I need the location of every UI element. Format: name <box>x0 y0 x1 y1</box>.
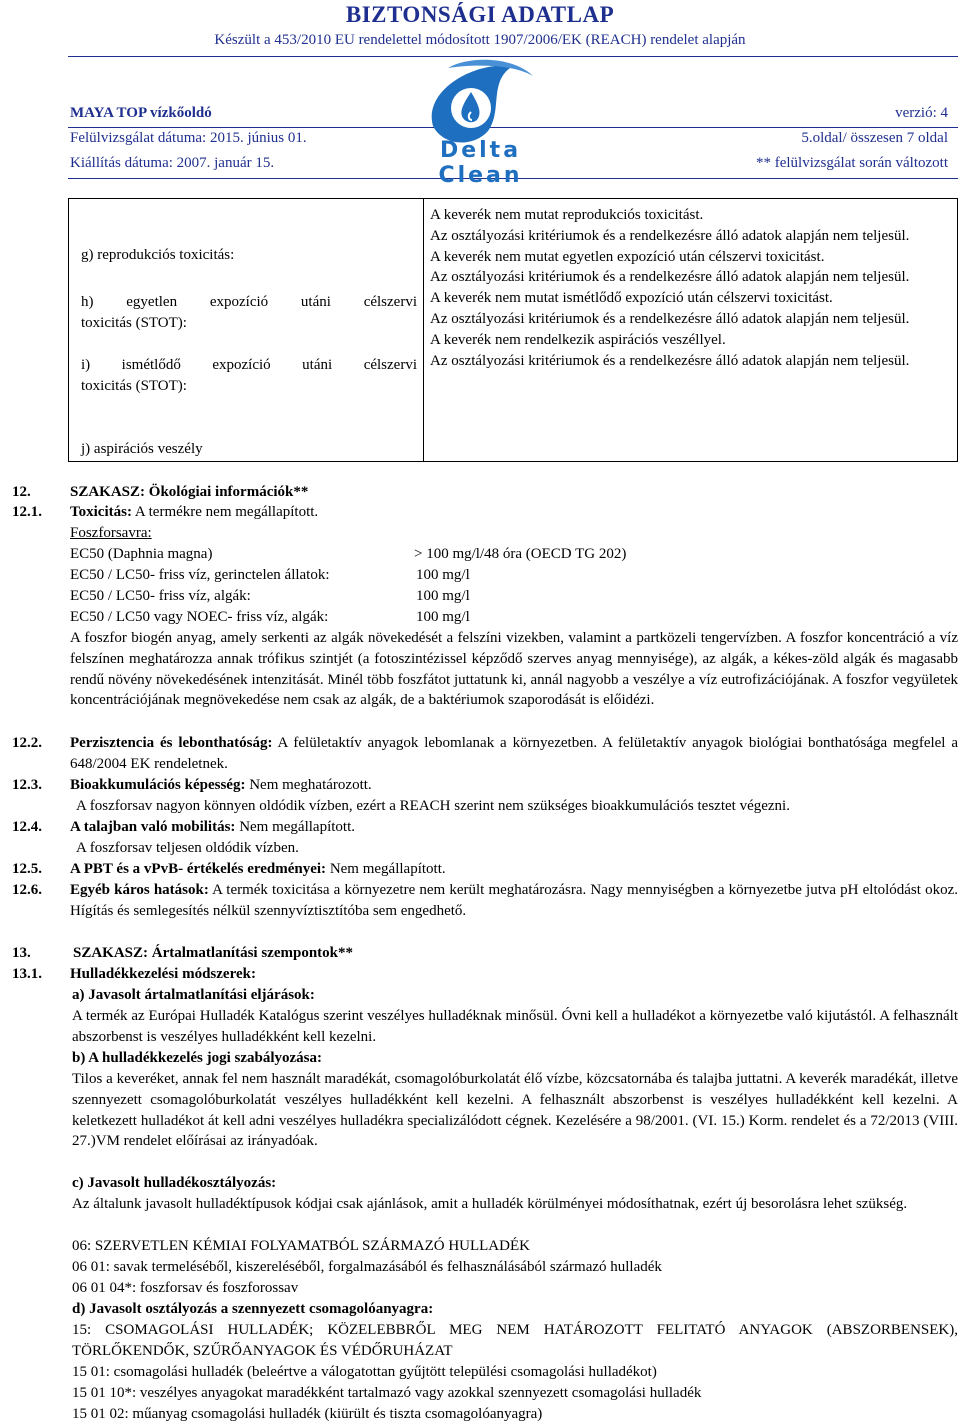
product-name: MAYA TOP vízkőoldó <box>70 105 212 121</box>
value-stot-single-note: Az osztályozási kritériumok és a rendelkezésre álló adatok alapján nem teljesül. <box>430 269 910 286</box>
toxicity-values-cell <box>424 199 958 462</box>
label-stot-single-2: toxicitás (STOT): <box>81 315 187 331</box>
value-stot-single: A keverék nem mutat egyetlen expozíció után célszervi toxicitást. <box>430 248 825 265</box>
ec-row-1-label: EC50 (Daphnia magna) <box>70 546 213 562</box>
sub-12-1-number: 12.1. <box>12 504 42 520</box>
sub-12-3-label: Bioakkumulációs képesség: <box>70 777 246 793</box>
toxicity-labels-cell <box>69 199 424 462</box>
sub-12-3-line <box>70 775 372 795</box>
sub-12-6-paragraph <box>70 880 958 922</box>
value-aspiration-note: Az osztályozási kritériumok és a rendelkezésre álló adatok alapján nem teljesül. <box>430 352 910 369</box>
sub-12-2-label: Perzisztencia és lebonthatóság: <box>70 735 273 751</box>
sub-12-1-line <box>70 502 318 522</box>
disposal-c-title: c) Javasolt hulladékosztályozás: <box>72 1175 277 1191</box>
value-reproductive: A keverék nem mutat reprodukciós toxicitást. <box>430 207 704 223</box>
disposal-a-title: a) Javasolt ártalmatlanítási eljárások: <box>72 987 315 1003</box>
label-stot-single-1: h) egyetlen expozíció utáni célszervi <box>81 294 417 310</box>
sub-12-5-line <box>70 859 446 879</box>
ec-row-2-value: 100 mg/l <box>416 567 470 583</box>
delta-clean-logo <box>393 56 563 188</box>
sub-12-3-line2: A foszforsav nagyon könnyen oldódik vízben, ezért a REACH szerint nem szükséges bioakkumulációs tesztet végezni. <box>76 798 790 814</box>
value-stot-repeated-note: Az osztályozási kritériumok és a rendelkezésre álló adatok alapján nem teljesül. <box>430 310 910 327</box>
sub-12-4-label: A talajban való mobilitás: <box>70 819 236 835</box>
sub-12-3-number: 12.3. <box>12 777 42 793</box>
value-aspiration: A keverék nem rendelkezik aspirációs veszéllyel. <box>430 331 726 348</box>
issue-date: Kiállítás dátuma: 2007. január 15. <box>70 155 275 171</box>
disposal-b-text: Tilos a keveréket, annak fel nem használt maradékát, csomagolóburkolatát élő vízbe, közcsatornába és talajba juttatni. A keverék maradékát, illetve szennyezett csomagolóburkolatát veszélyes hulladékként kell kezelni. A felhasznált abszorbenst is veszélyes hulladékként kell kezelni. A keletkezett hulladékot át kell adni veszélyes hulladékra specializálódott cégnek. Kezelésére a 98/2001. (VI. 15.) Korm. rendelet és a 72/2013 (VIII. 27.)VM rendelet előírásai az irányadóak. <box>72 1071 958 1150</box>
sub-12-4-text: Nem megállapított. <box>235 819 355 835</box>
document-subtitle: Készült a 453/2010 EU rendelettel módosított 1907/2006/EK (REACH) rendelet alapján <box>214 32 746 48</box>
disposal-b-title: b) A hulladékkezelés jogi szabályozása: <box>72 1050 323 1066</box>
sub-12-4-number: 12.4. <box>12 819 42 835</box>
label-stot-repeated-1: i) ismétlődő expozíció utáni célszervi <box>81 357 417 373</box>
section-12-number: 12. <box>12 484 31 500</box>
sub-12-5-number: 12.5. <box>12 861 42 877</box>
sub-12-6-label: Egyéb káros hatások: <box>70 882 209 898</box>
sub-12-6-number: 12.6. <box>12 882 42 898</box>
toxicity-table <box>68 198 958 462</box>
sub-12-2-text: A felületaktív anyagok lebomlanak a környezetben. A felületaktív anyagok biológiai bonthatósága megfelel a 648/2004 EK rendeletnek. <box>70 735 958 772</box>
sub-12-4-line <box>70 817 355 837</box>
sub-12-1-text: A termékre nem megállapított. <box>131 504 319 520</box>
label-stot-repeated-2: toxicitás (STOT): <box>81 378 187 394</box>
sub-12-5-text: Nem megállapított. <box>326 861 446 877</box>
page-counter: 5.oldal/ összesen 7 oldal <box>801 130 948 146</box>
section-12-title: SZAKASZ: Ökológiai információk** <box>70 484 309 500</box>
phosphorus-paragraph: A foszfor biogén anyag, amely serkenti az algák növekedését a felszíni vizekben, valamint a partközeli tengervízben. A foszfor koncentráció a víz felszínen meghatározza annak trófikus szintjét (a fotoszintézissel képződő szerves anyag mennyisége), az algák, a kékes-zöld algák és magasabb rendű növény növekedésének intenzitását. Minél több foszfátot juttatunk ki, annál nagyobb a veszélye a víz eutrofizációjának. A foszfor vegyületek koncentrációjának megnövekedése nem csak az algák, de a baktériumok szaporodását is előidézi. <box>70 630 958 709</box>
section-13-title: SZAKASZ: Ártalmatlanítási szempontok** <box>73 945 354 961</box>
sub-13-1-number: 13.1. <box>12 966 42 982</box>
logo-wordmark: Delta Clean <box>438 138 523 188</box>
disposal-a-text: A termék az Európai Hulladék Katalógus szerint veszélyes hulladéknak minősül. Óvni kell a hulladékot a környezetbe való kijutástól. A felhasznált abszorbenst is veszélyes hulladékként kell kezelni. <box>72 1008 958 1045</box>
ec-row-2-label: EC50 / LC50- friss víz, gerinctelen állatok: <box>70 567 330 583</box>
review-date: Felülvizsgálat dátuma: 2015. június 01. <box>70 130 307 146</box>
value-stot-repeated: A keverék nem mutat ismétlődő expozíció után célszervi toxicitást. <box>430 290 833 307</box>
ec-row-4-label: EC50 / LC50 vagy NOEC- friss víz, algák: <box>70 609 329 625</box>
sub-12-6-text: A termék toxicitása a környezetre nem került meghatározásra. Nagy mennyiségben a környezetbe jutva pH eltolódást okoz. Hígítás és semlegesítés nélkül szennyvíztisztítóba sem engedhető. <box>70 882 958 919</box>
document-title: BIZTONSÁGI ADATLAP <box>345 2 615 27</box>
ec-row-1-value: > 100 mg/l/48 óra (OECD TG 202) <box>414 546 627 562</box>
sub-12-2-number: 12.2. <box>12 735 42 751</box>
waste-code-06: 06: SZERVETLEN KÉMIAI FOLYAMATBÓL SZÁRMAZÓ HULLADÉK <box>72 1238 530 1254</box>
sub-12-1-label: Toxicitás: <box>70 504 132 520</box>
waste-code-15-01-02: 15 01 02: műanyag csomagolási hulladék (kiürült és tiszta csomagolóanyagra) <box>72 1406 543 1422</box>
changed-note: ** felülvizsgálat során változott <box>755 155 948 171</box>
disposal-c-text: Az általunk javasolt hulladéktípusok kódjai csak ajánlások, amit a hulladék körülményei módosíthatnak, ezért új besorolásra lehet szükség. <box>72 1196 908 1212</box>
waste-code-06-01-04: 06 01 04*: foszforsav és foszforossav <box>72 1280 299 1296</box>
sub-12-2-paragraph <box>70 733 958 775</box>
ec-row-3-value: 100 mg/l <box>416 588 470 604</box>
sub-12-4-line2: A foszforsav teljesen oldódik vízben. <box>76 840 299 856</box>
waste-code-15-01: 15 01: csomagolási hulladék (beleértve a válogatottan gyűjtött települési csomagolási hulladékot) <box>72 1364 657 1380</box>
waste-code-15-01-10: 15 01 10*: veszélyes anyagokat maradékként tartalmazó vagy azokkal szennyezett csomagolási hulladék <box>72 1385 702 1401</box>
ec-row-3-label: EC50 / LC50- friss víz, algák: <box>70 588 251 604</box>
phosphoric-acid-label: Foszforsavra: <box>70 525 152 541</box>
label-reproductive: g) reprodukciós toxicitás: <box>81 247 235 263</box>
sub-13-1-title: Hulladékkezelési módszerek: <box>70 966 256 982</box>
disposal-d-title: d) Javasolt osztályozás a szennyezett csomagolóanyagra: <box>72 1301 434 1317</box>
section-13-number: 13. <box>12 945 31 961</box>
waste-code-06-01: 06 01: savak termeléséből, kiszereléséből, forgalmazásából és felhasználásából származó hulladék <box>72 1259 662 1275</box>
ec-row-4-value: 100 mg/l <box>416 609 470 625</box>
sub-12-5-label: A PBT és a vPvB- értékelés eredményei: <box>70 861 327 877</box>
waste-code-15: 15: CSOMAGOLÁSI HULLADÉK; KÖZELEBBRŐL MEG NEM HATÁROZOTT FELITATÓ ANYAGOK (ABSZORBENSEK), TÖRLŐKENDŐK, SZŰRŐANYAGOK ÉS VÉDŐRUHÁZAT <box>72 1322 958 1359</box>
version-label: verzió: 4 <box>895 105 948 121</box>
value-reproductive-note: Az osztályozási kritériumok és a rendelkezésre álló adatok alapján nem teljesül. <box>430 227 910 244</box>
label-aspiration: j) aspirációs veszély <box>81 441 203 457</box>
sub-12-3-text: Nem meghatározott. <box>245 777 372 793</box>
